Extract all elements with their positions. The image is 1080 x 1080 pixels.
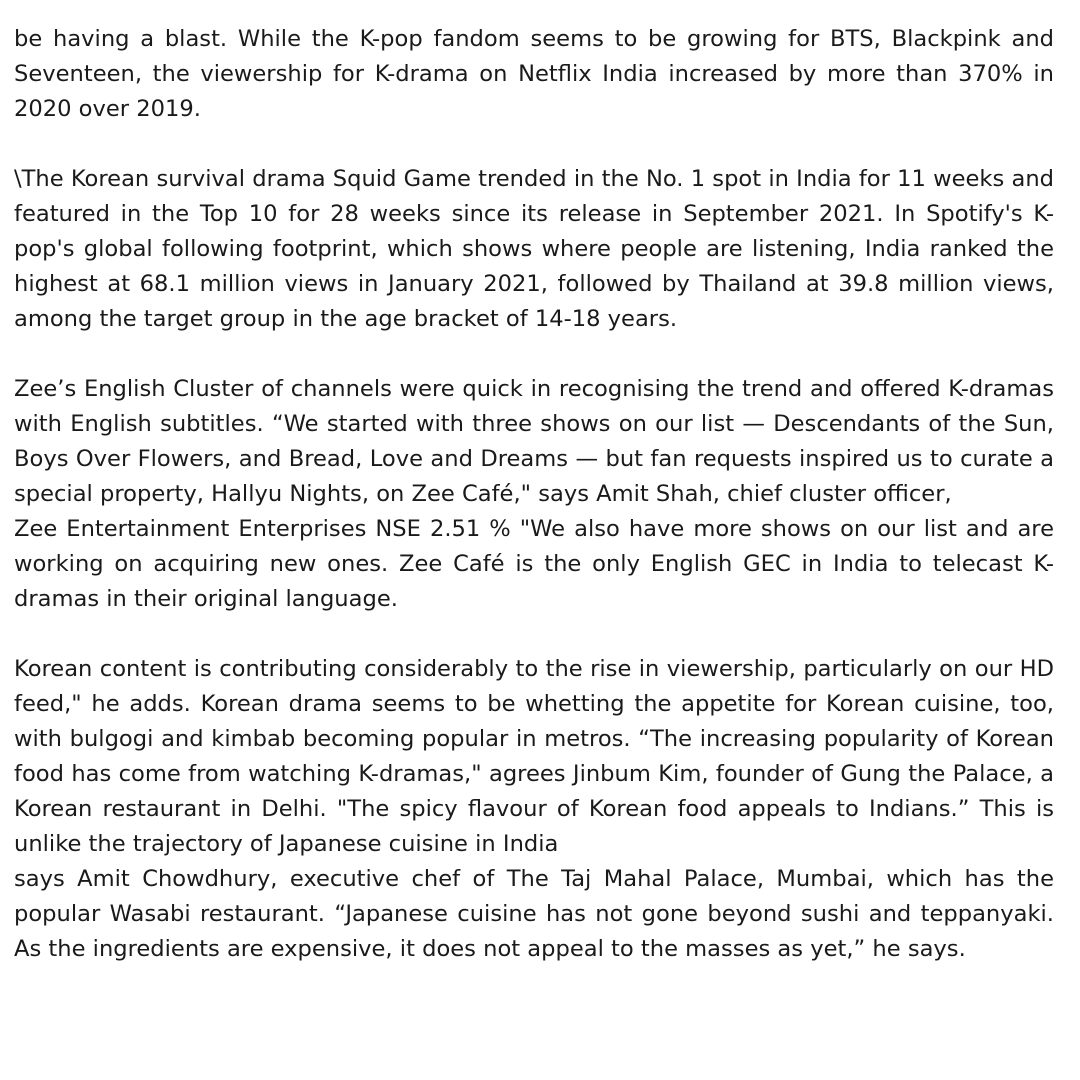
article-body xyxy=(14,22,1054,1002)
paragraph-zee-entertainment: Zee Entertainment Enterprises NSE 2.51 % "We also have more shows on our list and are working on acquiring new ones. Zee Café is the only English GEC in India to telecast K-dramas in their original language. xyxy=(14,516,1054,612)
paragraph-japanese-cuisine: says Amit Chowdhury, executive chef of The Taj Mahal Palace, Mumbai, which has the popular Wasabi restaurant. “Japanese cuisine has not gone beyond sushi and teppanyaki. As the ingredients are expensive, it does not appeal to the masses as yet,” he says. xyxy=(14,866,1054,962)
paragraph-squid-game-spotify: \The Korean survival drama Squid Game trended in the No. 1 spot in India for 11 weeks and featured in the Top 10 for 28 weeks since its release in September 2021. In Spotify's K-pop's global following footprint, which shows where people are listening, India ranked the highest at 68.1 million views in January 2021, followed by Thailand at 39.8 million views, among the target group in the age bracket of 14-18 years. xyxy=(14,166,1054,332)
paragraph-kpop-netflix: be having a blast. While the K-pop fandom seems to be growing for BTS, Blackpink and Seventeen, the viewership for K-drama on Netflix India increased by more than 370% in 2020 over 2019. xyxy=(14,26,1054,122)
paragraph-zee-english-cluster: Zee’s English Cluster of channels were quick in recognising the trend and offered K-dramas with English subtitles. “We started with three shows on our list — Descendants of the Sun, Boys Over Flowers, and Bread, Love and Dreams — but fan requests inspired us to curate a special property, Hallyu Nights, on Zee Café," says Amit Shah, chief cluster officer, xyxy=(14,376,1054,507)
paragraph-korean-cuisine: Korean content is contributing considerably to the rise in viewership, particularly on our HD feed," he adds. Korean drama seems to be whetting the appetite for Korean cuisine, too, with bulgogi and kimbab becoming popular in metros. “The increasing popularity of Korean food has come from watching K-dramas," agrees Jinbum Kim, founder of Gung the Palace, a Korean restaurant in Delhi. "The spicy flavour of Korean food appeals to Indians.” This is unlike the trajectory of Japanese cuisine in India xyxy=(14,656,1054,857)
